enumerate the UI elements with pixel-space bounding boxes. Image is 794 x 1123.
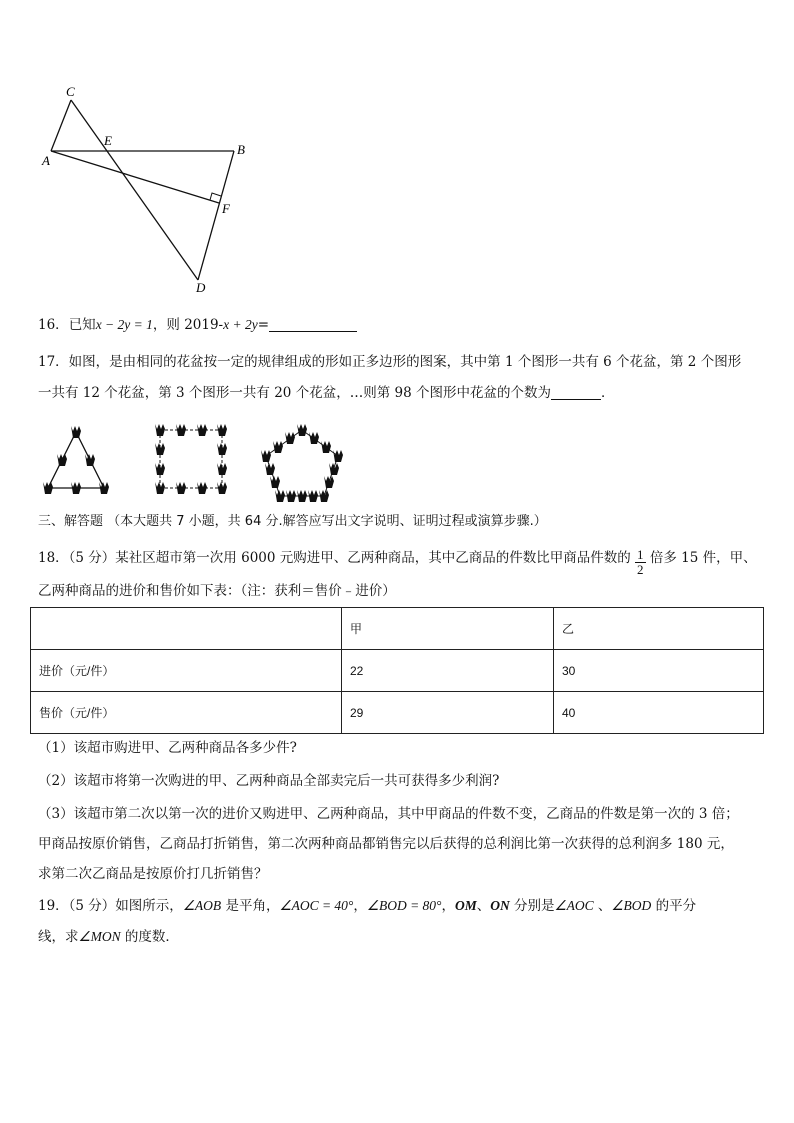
q16-text-c: = — [257, 317, 270, 333]
q19-text: 的平分 — [651, 898, 697, 914]
table-cell — [31, 608, 342, 650]
q18-line1-a: 18．（5 分）某社区超市第一次用 6000 元购进甲、乙两种商品，其中乙商品的件数比甲商品件数的 — [38, 550, 631, 566]
q16-eq2: x + 2y — [223, 317, 258, 332]
q19-math: ∠AOC = 40° — [279, 898, 354, 913]
q16-text-b: ，则 2019- — [152, 317, 224, 333]
label-d: D — [196, 280, 206, 295]
q19-line2 — [38, 927, 179, 947]
q19-math: ∠BOD — [611, 898, 652, 913]
segment-ca — [51, 100, 71, 151]
q18-line1 — [38, 548, 757, 577]
label-f: F — [222, 201, 230, 216]
q19-line1 — [38, 896, 696, 916]
q18-line2: 乙两种商品的进价和售价如下表：（注：获利＝售价﹣进价） — [38, 583, 396, 599]
q16-eq1: x − 2y = 1 — [95, 317, 153, 332]
q19-math: ∠MON — [78, 929, 121, 944]
table-cell: 甲 — [342, 608, 554, 650]
q19-math: ON — [490, 898, 510, 913]
label-b: B — [237, 142, 245, 157]
q16-number: 16． — [38, 317, 69, 333]
q19-text: 分别是 — [509, 898, 555, 914]
question-16 — [38, 315, 357, 335]
section-3-heading: 三、解答题 （本大题共 7 小题，共 64 分.解答应写出文字说明、证明过程或演算步骤.） — [38, 514, 547, 529]
table-cell: 乙 — [554, 608, 764, 650]
q16-text-a: 已知 — [68, 317, 96, 333]
q19-math: OM — [454, 898, 477, 913]
flowerpot-figures — [40, 418, 360, 508]
q17-line2-text: 一共有 12 个花盆，第 3 个图形一共有 20 个花盆，…则第 98 个图形中花盆的个数为 — [38, 385, 551, 401]
q18-sub3-line1: （3）该超市第二次以第一次的进价又购进甲、乙两种商品，其中甲商品的件数不变，乙商品的件数是第一次的 3 倍； — [38, 806, 739, 822]
geometry-figure — [30, 80, 260, 300]
q17-line2-end: ． — [600, 385, 615, 401]
q19-math: ∠BOD = 80° — [366, 898, 442, 913]
q19-text: ， — [441, 898, 455, 914]
q19-math: ∠AOC — [554, 898, 594, 913]
table-cell: 22 — [342, 650, 554, 692]
q18-sub1: （1）该超市购进甲、乙两种商品各多少件? — [38, 740, 297, 756]
segment-af — [51, 151, 219, 203]
label-a: A — [42, 153, 50, 168]
q19-text: 的度数． — [120, 929, 179, 945]
table-header-row — [31, 608, 764, 650]
table-cell: 售价（元/件） — [31, 692, 342, 734]
q19-text: 19．（5 分）如图所示， — [38, 898, 183, 914]
right-angle-mark — [210, 193, 221, 200]
table-cell: 40 — [554, 692, 764, 734]
table-cell: 30 — [554, 650, 764, 692]
price-table — [30, 607, 764, 734]
label-e: E — [104, 133, 112, 148]
q18-sub3-line2: 甲商品按原价销售，乙商品打折销售，第二次两种商品都销售完以后获得的总利润比第一次获得的总利润多 180 元， — [38, 836, 734, 852]
q19-text: 、 — [593, 898, 612, 914]
q17-line1: 17．如图，是由相同的花盆按一定的规律组成的形如正多边形的图案，其中第 1 个图形一共有 6 个花盆，第 2 个图形 — [38, 354, 742, 370]
table-row — [31, 692, 764, 734]
fraction-denominator: 2 — [637, 562, 644, 577]
q18-line1-b: 倍多 15 件，甲、 — [649, 550, 757, 566]
pentagon-pattern — [261, 424, 343, 502]
fraction-numerator: 1 — [637, 547, 644, 562]
q19-text: 线，求 — [38, 929, 79, 945]
table-cell: 29 — [342, 692, 554, 734]
q17-answer-blank[interactable] — [551, 385, 601, 400]
label-c: C — [66, 84, 75, 99]
triangle-pattern — [43, 426, 109, 494]
q19-text: ， — [353, 898, 367, 914]
q18-sub2: （2）该超市将第一次购进的甲、乙两种商品全部卖完后一共可获得多少利润? — [38, 773, 500, 789]
q18-fraction — [635, 548, 646, 577]
q17-line2 — [38, 383, 614, 403]
table-cell: 进价（元/件） — [31, 650, 342, 692]
table-row — [31, 650, 764, 692]
square-pattern — [155, 424, 227, 494]
q19-text: 、 — [476, 898, 491, 914]
q16-answer-blank[interactable] — [269, 317, 357, 332]
q19-math: ∠AOB — [182, 898, 222, 913]
q18-sub3-line3: 求第二次乙商品是按原价打几折销售？ — [38, 866, 268, 882]
q19-text: 是平角， — [221, 898, 280, 914]
